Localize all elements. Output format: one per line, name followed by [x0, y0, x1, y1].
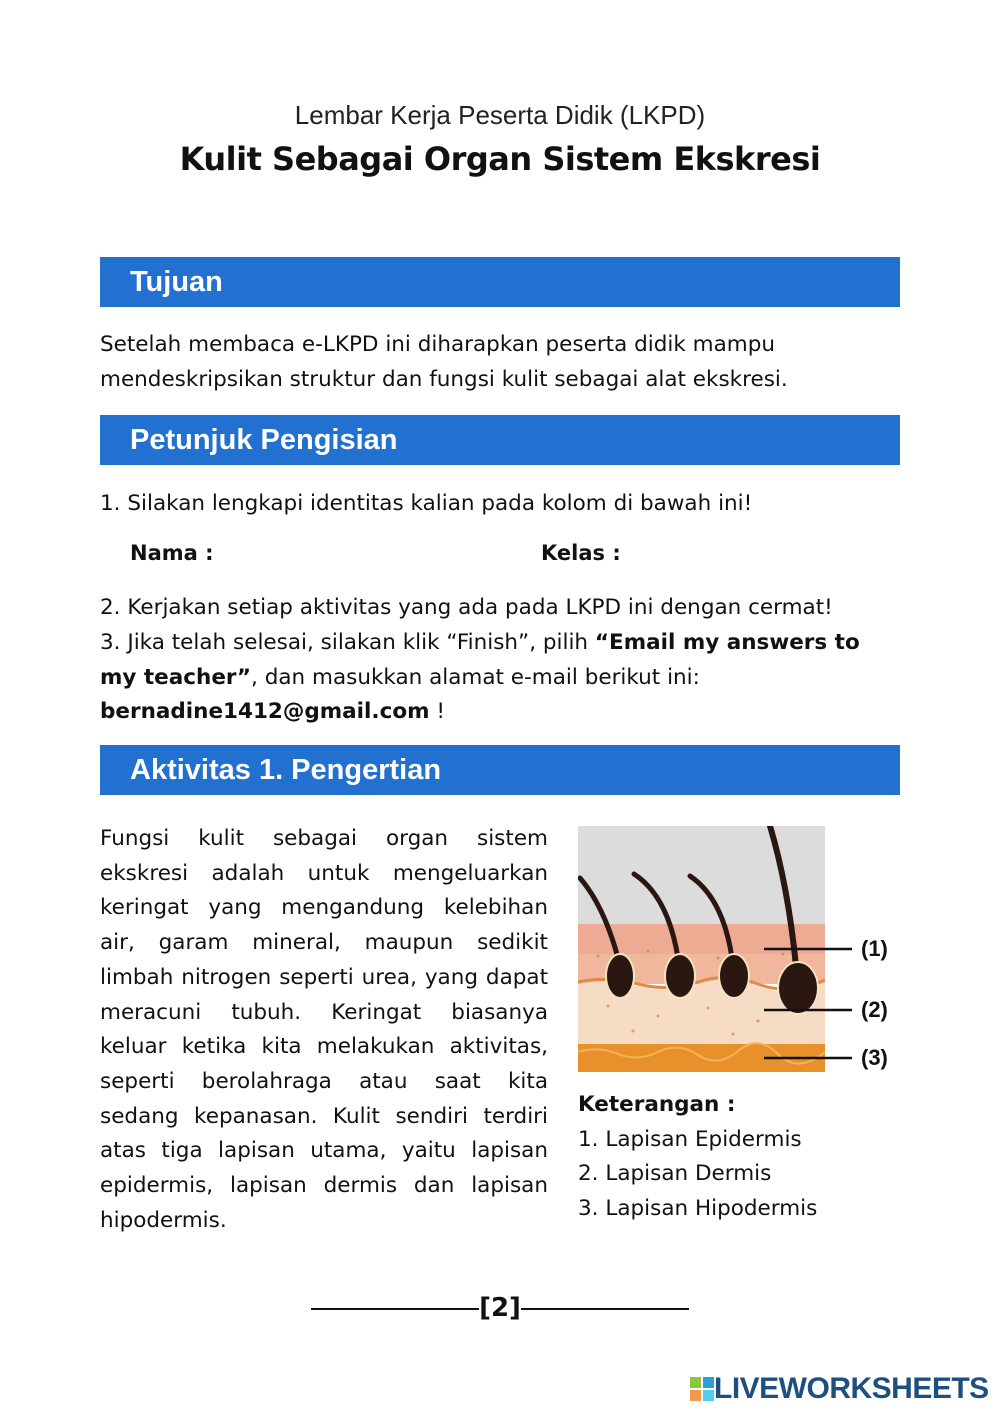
legend-item: 1. Lapisan Epidermis	[578, 1126, 802, 1152]
step3-email-option: “Email my answers to my teacher”	[100, 630, 860, 690]
section-header-petunjuk: Petunjuk Pengisian	[100, 415, 900, 465]
teacher-email: bernadine1412@gmail.com	[100, 699, 430, 724]
step3-text-a: 3. Jika telah selesai, silakan klik “Finish”, pilih	[100, 630, 595, 655]
kelas-label: Kelas :	[541, 541, 621, 565]
legend-title: Keterangan :	[578, 1092, 736, 1117]
diagram-label-3: (3)	[861, 1045, 888, 1070]
step3-text-c: , dan masukkan alamat e-mail berikut ini:	[251, 664, 700, 690]
page-rule-right	[521, 1308, 689, 1310]
tujuan-text: Setelah membaca e-LKPD ini diharapkan peserta didik mampu mendeskripsikan struktur dan fungsi kulit sebagai alat ekskresi.	[100, 332, 788, 392]
nama-label: Nama :	[130, 541, 214, 565]
instruction-step-1: 1. Silakan lengkapi identitas kalian pada kolom di bawah ini!	[100, 491, 753, 516]
diagram-label-2: (2)	[861, 997, 888, 1022]
instruction-step-2: 2. Kerjakan setiap aktivitas yang ada pada LKPD ini dengan cermat!	[100, 595, 833, 620]
section-header-aktivitas: Aktivitas 1. Pengertian	[100, 745, 900, 795]
page-rule-left	[311, 1308, 479, 1310]
diagram-legend	[578, 1088, 817, 1227]
legend-item: 3. Lapisan Hipodermis	[578, 1196, 818, 1222]
page-number-text: [2]	[479, 1293, 521, 1323]
skin-layers-diagram	[578, 826, 898, 1076]
liveworksheets-logo[interactable]	[690, 1372, 989, 1408]
email-suffix: !	[429, 699, 445, 724]
brand-text: LIVEWORKSHEETS	[714, 1372, 989, 1405]
document-subtitle: Lembar Kerja Peserta Didik (LKPD)	[294, 100, 706, 130]
document-title: Kulit Sebagai Organ Sistem Ekskresi	[179, 140, 821, 178]
aktivitas-body-text: Fungsi kulit sebagai organ sistem ekskresi adalah untuk mengeluarkan keringat yang mengandung kelebihan air, garam mineral, maupun sedikit limbah nitrogen seperti urea, yang dapat meracuni tubuh. Keringat biasanya keluar ketika kita melakukan aktivitas, seperti berolahraga atau saat kita sedang kepanasan. Kulit sendiri terdiri atas tiga lapisan utama, yaitu lapisan epidermis, lapisan dermis dan lapisan hipodermis.	[100, 826, 548, 1233]
section-header-tujuan: Tujuan	[100, 257, 900, 307]
diagram-label-1: (1)	[861, 936, 888, 961]
legend-item: 2. Lapisan Dermis	[578, 1161, 772, 1187]
liveworksheets-icon	[690, 1377, 714, 1401]
instruction-step-3	[100, 626, 890, 730]
page-number	[0, 1293, 1000, 1323]
